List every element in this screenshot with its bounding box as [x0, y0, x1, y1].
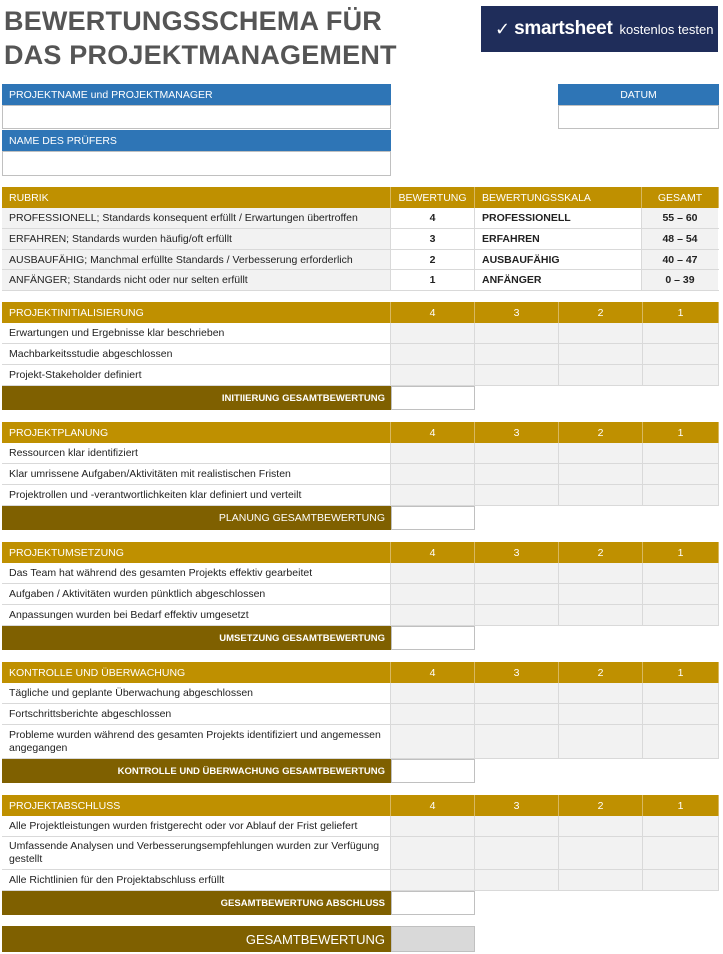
- score-cell-3[interactable]: [475, 725, 559, 758]
- score-cell-1[interactable]: [643, 464, 719, 484]
- section-total-monitoring: [2, 759, 475, 783]
- section-header-closure: [2, 795, 719, 816]
- score-header-1: 1: [643, 302, 719, 323]
- score-header-3: 3: [475, 422, 559, 443]
- rubric-header: RUBRIK: [2, 187, 391, 208]
- date-label: DATUM: [558, 84, 719, 105]
- score-header-2: 2: [559, 302, 643, 323]
- score-header-3: 3: [475, 795, 559, 816]
- criterion-text: Erwartungen und Ergebnisse klar beschrieben: [2, 323, 391, 343]
- score-cell-3[interactable]: [475, 837, 559, 869]
- score-cell-1[interactable]: [643, 443, 719, 463]
- grand-total-label: GESAMTBEWERTUNG: [2, 926, 391, 952]
- score-cell-2[interactable]: [559, 563, 643, 583]
- section-title: KONTROLLE UND ÜBERWACHUNG: [2, 662, 391, 683]
- rubric-row: [2, 208, 719, 229]
- section-total-input[interactable]: [391, 386, 475, 410]
- score-cell-1[interactable]: [643, 584, 719, 604]
- section-total-label: KONTROLLE UND ÜBERWACHUNG GESAMTBEWERTUNG: [2, 759, 391, 783]
- score-cell-4[interactable]: [391, 837, 475, 869]
- score-cell-1[interactable]: [643, 605, 719, 625]
- checkmark-icon: ✓: [495, 18, 511, 39]
- section-total-initialization: [2, 386, 475, 410]
- criterion-text: Alle Projektleistungen wurden fristgerecht oder vor Ablauf der Frist geliefert: [2, 816, 391, 836]
- score-cell-3[interactable]: [475, 365, 559, 385]
- section-total-input[interactable]: [391, 759, 475, 783]
- score-cell-3[interactable]: [475, 464, 559, 484]
- criterion-row: [2, 443, 719, 464]
- score-cell-4[interactable]: [391, 725, 475, 758]
- score-cell-2[interactable]: [559, 464, 643, 484]
- rubric-header-row: [2, 187, 719, 208]
- score-cell-4[interactable]: [391, 584, 475, 604]
- criterion-row: [2, 725, 719, 759]
- score-header-2: 2: [559, 795, 643, 816]
- free-trial-link[interactable]: kostenlos testen: [619, 21, 714, 37]
- section-total-execution: [2, 626, 475, 650]
- score-cell-3[interactable]: [475, 443, 559, 463]
- project-name-label: PROJEKTNAME und PROJEKTMANAGER: [2, 84, 391, 105]
- rubric-rating: 2: [391, 250, 475, 269]
- score-cell-2[interactable]: [559, 344, 643, 364]
- criterion-row: [2, 365, 719, 386]
- score-cell-2[interactable]: [559, 870, 643, 890]
- score-cell-1[interactable]: [643, 344, 719, 364]
- score-cell-2[interactable]: [559, 365, 643, 385]
- criterion-text: Das Team hat während des gesamten Projekts effektiv gearbeitet: [2, 563, 391, 583]
- score-header-2: 2: [559, 662, 643, 683]
- scale-header: BEWERTUNGSSKALA: [475, 187, 642, 208]
- score-cell-4[interactable]: [391, 464, 475, 484]
- section-header-initialization: [2, 302, 719, 323]
- rubric-desc: AUSBAUFÄHIG; Manchmal erfüllte Standards / Verbesserung erforderlich: [2, 250, 391, 269]
- score-cell-1[interactable]: [643, 704, 719, 724]
- section-total-input[interactable]: [391, 891, 475, 915]
- rubric-range: 55 – 60: [642, 208, 719, 228]
- section-total-closure: [2, 891, 475, 915]
- section-total-label: INITIIERUNG GESAMTBEWERTUNG: [2, 386, 391, 410]
- score-cell-3[interactable]: [475, 683, 559, 703]
- rubric-rating: 4: [391, 208, 475, 228]
- score-header-4: 4: [391, 302, 475, 323]
- rubric-row: [2, 229, 719, 250]
- section-total-label: UMSETZUNG GESAMTBEWERTUNG: [2, 626, 391, 650]
- score-header-3: 3: [475, 662, 559, 683]
- score-cell-2[interactable]: [559, 443, 643, 463]
- score-cell-4[interactable]: [391, 816, 475, 836]
- score-cell-4[interactable]: [391, 870, 475, 890]
- score-cell-3[interactable]: [475, 485, 559, 505]
- section-header-planning: [2, 422, 719, 443]
- rubric-scale: ERFAHREN: [475, 229, 642, 249]
- criterion-row: [2, 485, 719, 506]
- rubric-range: 0 – 39: [642, 270, 719, 290]
- rubric-scale: ANFÄNGER: [475, 270, 642, 290]
- criterion-text: Klar umrissene Aufgaben/Aktivitäten mit realistischen Fristen: [2, 464, 391, 484]
- criterion-text: Probleme wurden während des gesamten Projekts identifiziert und angemessen angegangen: [2, 725, 391, 758]
- rubric-rating: 3: [391, 229, 475, 249]
- score-cell-2[interactable]: [559, 323, 643, 343]
- criterion-row: [2, 704, 719, 725]
- criterion-row: [2, 816, 719, 837]
- section-header-monitoring: [2, 662, 719, 683]
- project-name-input[interactable]: [2, 105, 391, 129]
- rubric-desc: ANFÄNGER; Standards nicht oder nur selten erfüllt: [2, 270, 391, 290]
- score-cell-3[interactable]: [475, 816, 559, 836]
- brand-name: smartsheet: [514, 18, 613, 39]
- section-total-input[interactable]: [391, 506, 475, 530]
- rubric-row: [2, 270, 719, 291]
- grand-total-input[interactable]: [391, 926, 475, 952]
- criterion-text: Ressourcen klar identifiziert: [2, 443, 391, 463]
- criterion-text: Aufgaben / Aktivitäten wurden pünktlich abgeschlossen: [2, 584, 391, 604]
- score-header-1: 1: [643, 542, 719, 563]
- score-cell-4[interactable]: [391, 323, 475, 343]
- rubric-desc: PROFESSIONELL; Standards konsequent erfüllt / Erwartungen übertroffen: [2, 208, 391, 228]
- score-cell-2[interactable]: [559, 605, 643, 625]
- criterion-text: Anpassungen wurden bei Bedarf effektiv umgesetzt: [2, 605, 391, 625]
- criterion-row: [2, 605, 719, 626]
- score-cell-4[interactable]: [391, 443, 475, 463]
- section-title: PROJEKTABSCHLUSS: [2, 795, 391, 816]
- score-header-4: 4: [391, 542, 475, 563]
- score-header-3: 3: [475, 302, 559, 323]
- criterion-row: [2, 683, 719, 704]
- score-cell-1[interactable]: [643, 365, 719, 385]
- score-cell-1[interactable]: [643, 837, 719, 869]
- section-title: PROJEKTINITIALISIERUNG: [2, 302, 391, 323]
- section-title: PROJEKTPLANUNG: [2, 422, 391, 443]
- rating-header: BEWERTUNG: [391, 187, 475, 208]
- score-cell-1[interactable]: [643, 683, 719, 703]
- section-total-label: PLANUNG GESAMTBEWERTUNG: [2, 506, 391, 530]
- score-cell-4[interactable]: [391, 344, 475, 364]
- total-header: GESAMT: [642, 187, 719, 208]
- rubric-range: 48 – 54: [642, 229, 719, 249]
- rubric-desc: ERFAHREN; Standards wurden häufig/oft erfüllt: [2, 229, 391, 249]
- reviewer-name-label: NAME DES PRÜFERS: [2, 130, 391, 151]
- score-header-1: 1: [643, 662, 719, 683]
- score-cell-3[interactable]: [475, 323, 559, 343]
- score-cell-2[interactable]: [559, 725, 643, 758]
- rubric-row: [2, 250, 719, 270]
- score-cell-3[interactable]: [475, 704, 559, 724]
- score-header-4: 4: [391, 795, 475, 816]
- score-cell-1[interactable]: [643, 485, 719, 505]
- score-cell-1[interactable]: [643, 816, 719, 836]
- criterion-text: Projektrollen und -verantwortlichkeiten klar definiert und verteilt: [2, 485, 391, 505]
- date-input[interactable]: [558, 105, 719, 129]
- score-cell-4[interactable]: [391, 683, 475, 703]
- criterion-row: [2, 344, 719, 365]
- score-header-3: 3: [475, 542, 559, 563]
- criterion-row: [2, 870, 719, 891]
- criterion-row: [2, 837, 719, 870]
- score-cell-4[interactable]: [391, 365, 475, 385]
- section-title: PROJEKTUMSETZUNG: [2, 542, 391, 563]
- criterion-text: Tägliche und geplante Überwachung abgeschlossen: [2, 683, 391, 703]
- score-cell-2[interactable]: [559, 837, 643, 869]
- score-cell-3[interactable]: [475, 870, 559, 890]
- score-cell-4[interactable]: [391, 704, 475, 724]
- score-header-2: 2: [559, 542, 643, 563]
- score-cell-3[interactable]: [475, 584, 559, 604]
- score-header-4: 4: [391, 662, 475, 683]
- score-cell-2[interactable]: [559, 704, 643, 724]
- criterion-text: Umfassende Analysen und Verbesserungsempfehlungen wurden zur Verfügung gestellt: [2, 837, 391, 869]
- criterion-text: Projekt-Stakeholder definiert: [2, 365, 391, 385]
- rubric-scale: AUSBAUFÄHIG: [475, 250, 642, 269]
- criterion-row: [2, 464, 719, 485]
- score-cell-4[interactable]: [391, 605, 475, 625]
- title-line-1: BEWERTUNGSSCHEMA FÜR: [4, 6, 382, 36]
- rubric-rating: 1: [391, 270, 475, 290]
- score-cell-1[interactable]: [643, 563, 719, 583]
- score-cell-2[interactable]: [559, 485, 643, 505]
- criterion-row: [2, 584, 719, 605]
- section-total-input[interactable]: [391, 626, 475, 650]
- criterion-text: Fortschrittsberichte abgeschlossen: [2, 704, 391, 724]
- score-cell-1[interactable]: [643, 323, 719, 343]
- criterion-text: Alle Richtlinien für den Projektabschluss erfüllt: [2, 870, 391, 890]
- score-cell-3[interactable]: [475, 563, 559, 583]
- score-cell-4[interactable]: [391, 563, 475, 583]
- criterion-row: [2, 563, 719, 584]
- score-cell-1[interactable]: [643, 725, 719, 758]
- section-header-execution: [2, 542, 719, 563]
- score-cell-1[interactable]: [643, 870, 719, 890]
- score-header-1: 1: [643, 422, 719, 443]
- rubric-range: 40 – 47: [642, 250, 719, 269]
- score-header-4: 4: [391, 422, 475, 443]
- score-cell-2[interactable]: [559, 816, 643, 836]
- section-total-label: GESAMTBEWERTUNG ABSCHLUSS: [2, 891, 391, 915]
- page-title: [4, 4, 397, 72]
- reviewer-name-input[interactable]: [2, 151, 391, 176]
- score-cell-4[interactable]: [391, 485, 475, 505]
- rubric-scale: PROFESSIONELL: [475, 208, 642, 228]
- score-cell-2[interactable]: [559, 683, 643, 703]
- score-cell-2[interactable]: [559, 584, 643, 604]
- criterion-text: Machbarkeitsstudie abgeschlossen: [2, 344, 391, 364]
- criterion-row: [2, 323, 719, 344]
- grand-total-row: [2, 926, 475, 952]
- score-cell-3[interactable]: [475, 605, 559, 625]
- score-cell-3[interactable]: [475, 344, 559, 364]
- smartsheet-banner[interactable]: [481, 6, 718, 52]
- score-header-2: 2: [559, 422, 643, 443]
- title-line-2: DAS PROJEKTMANAGEMENT: [4, 40, 397, 70]
- score-header-1: 1: [643, 795, 719, 816]
- section-total-planning: [2, 506, 475, 530]
